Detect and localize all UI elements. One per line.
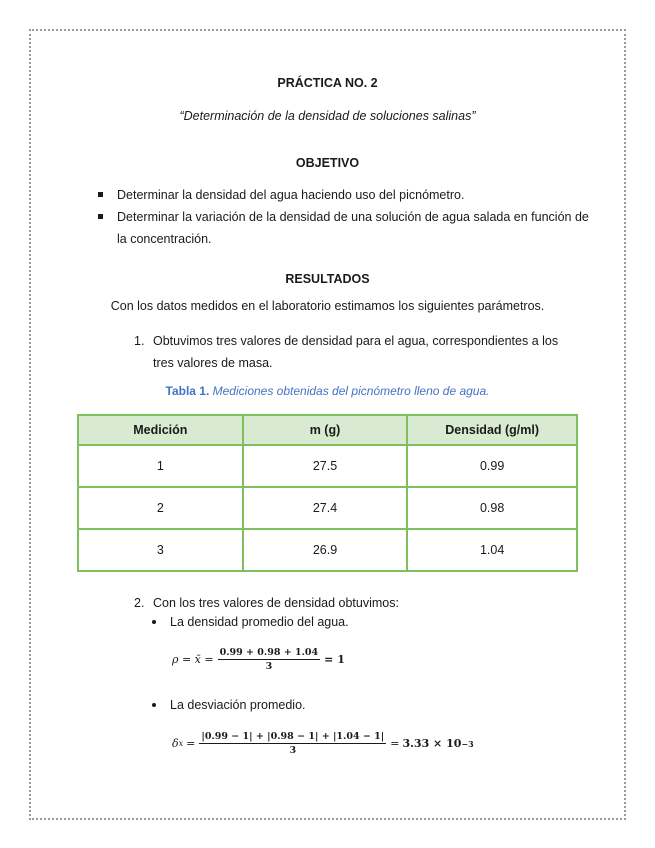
document-title: PRÁCTICA NO. 2 bbox=[277, 76, 378, 90]
table-cell: 1.04 bbox=[407, 529, 577, 571]
bullet-dot-icon bbox=[152, 703, 156, 707]
numbered-item-1 bbox=[134, 330, 584, 374]
sub-bullet-1 bbox=[152, 615, 582, 629]
item-text: Obtuvimos tres valores de densidad para el agua, correspondientes a los bbox=[153, 334, 559, 348]
equation-fraction bbox=[218, 647, 321, 672]
equation-mean-density bbox=[172, 647, 345, 672]
bullet-square-icon bbox=[98, 214, 103, 219]
sub-bullet-text: La densidad promedio del agua. bbox=[170, 615, 349, 629]
column-header: Densidad (g/ml) bbox=[407, 415, 577, 445]
item-number: 2. bbox=[134, 596, 145, 610]
resultados-intro: Con los datos medidos en el laboratorio estimamos los siguientes parámetros. bbox=[110, 299, 545, 313]
equation-lhs-symbol: δ bbox=[172, 737, 179, 750]
table-row bbox=[78, 529, 577, 571]
equation-numerator: 0.99 + 0.98 + 1.04 bbox=[219, 647, 319, 658]
table-cell: 27.5 bbox=[243, 445, 408, 487]
objetivo-item bbox=[97, 206, 592, 250]
column-header: m (g) bbox=[243, 415, 408, 445]
item-text-continuation: tres valores de masa. bbox=[153, 356, 273, 370]
table-cell: 0.99 bbox=[407, 445, 577, 487]
table-cell: 27.4 bbox=[243, 487, 408, 529]
table-row bbox=[78, 445, 577, 487]
equation-lhs: ρ = x̄ = bbox=[172, 653, 214, 666]
bullet-dot-icon bbox=[152, 620, 156, 624]
objetivo-list bbox=[97, 184, 592, 250]
equation-denominator: 3 bbox=[265, 661, 273, 672]
equation-denominator: 3 bbox=[289, 745, 297, 756]
item-text: Con los tres valores de densidad obtuvimos: bbox=[153, 596, 399, 610]
objetivo-heading: OBJETIVO bbox=[295, 156, 360, 170]
table-cell: 0.98 bbox=[407, 487, 577, 529]
bullet-square-icon bbox=[98, 192, 103, 197]
results-table bbox=[77, 414, 578, 572]
table-cell: 26.9 bbox=[243, 529, 408, 571]
equation-lhs-subscript: x bbox=[178, 739, 184, 748]
equation-result: = 1 bbox=[324, 653, 345, 666]
table-caption-text: Mediciones obtenidas del picnómetro lleno de agua. bbox=[212, 384, 490, 398]
table-header-row bbox=[78, 415, 577, 445]
equation-fraction bbox=[199, 731, 386, 756]
table-caption bbox=[0, 384, 655, 398]
sub-bullet-text: La desviación promedio. bbox=[170, 698, 306, 712]
item-number: 1. bbox=[134, 334, 145, 348]
objetivo-item bbox=[97, 184, 592, 206]
sub-bullet-2 bbox=[152, 698, 582, 712]
equation-mean-deviation bbox=[172, 731, 474, 756]
table-caption-label: Tabla 1. bbox=[165, 384, 210, 398]
objetivo-item-text: Determinar la densidad del agua haciendo uso del picnómetro. bbox=[117, 188, 465, 202]
equation-result: 3.33 × 10 bbox=[402, 737, 462, 750]
column-header: Medición bbox=[78, 415, 243, 445]
table-row bbox=[78, 487, 577, 529]
equation-equals: = bbox=[186, 737, 196, 750]
equation-numerator: |0.99 − 1| + |0.98 − 1| + |1.04 − 1| bbox=[201, 731, 385, 742]
document-subtitle: “Determinación de la densidad de soluciones salinas” bbox=[179, 109, 476, 123]
table-cell: 1 bbox=[78, 445, 243, 487]
numbered-item-2 bbox=[134, 592, 584, 614]
objetivo-item-text: Determinar la variación de la densidad de una solución de agua salada en función de la concentración. bbox=[117, 210, 589, 246]
equation-exponent: −3 bbox=[461, 738, 474, 749]
resultados-heading: RESULTADOS bbox=[285, 272, 370, 286]
equation-equals: = bbox=[390, 737, 400, 750]
table-cell: 2 bbox=[78, 487, 243, 529]
table-cell: 3 bbox=[78, 529, 243, 571]
